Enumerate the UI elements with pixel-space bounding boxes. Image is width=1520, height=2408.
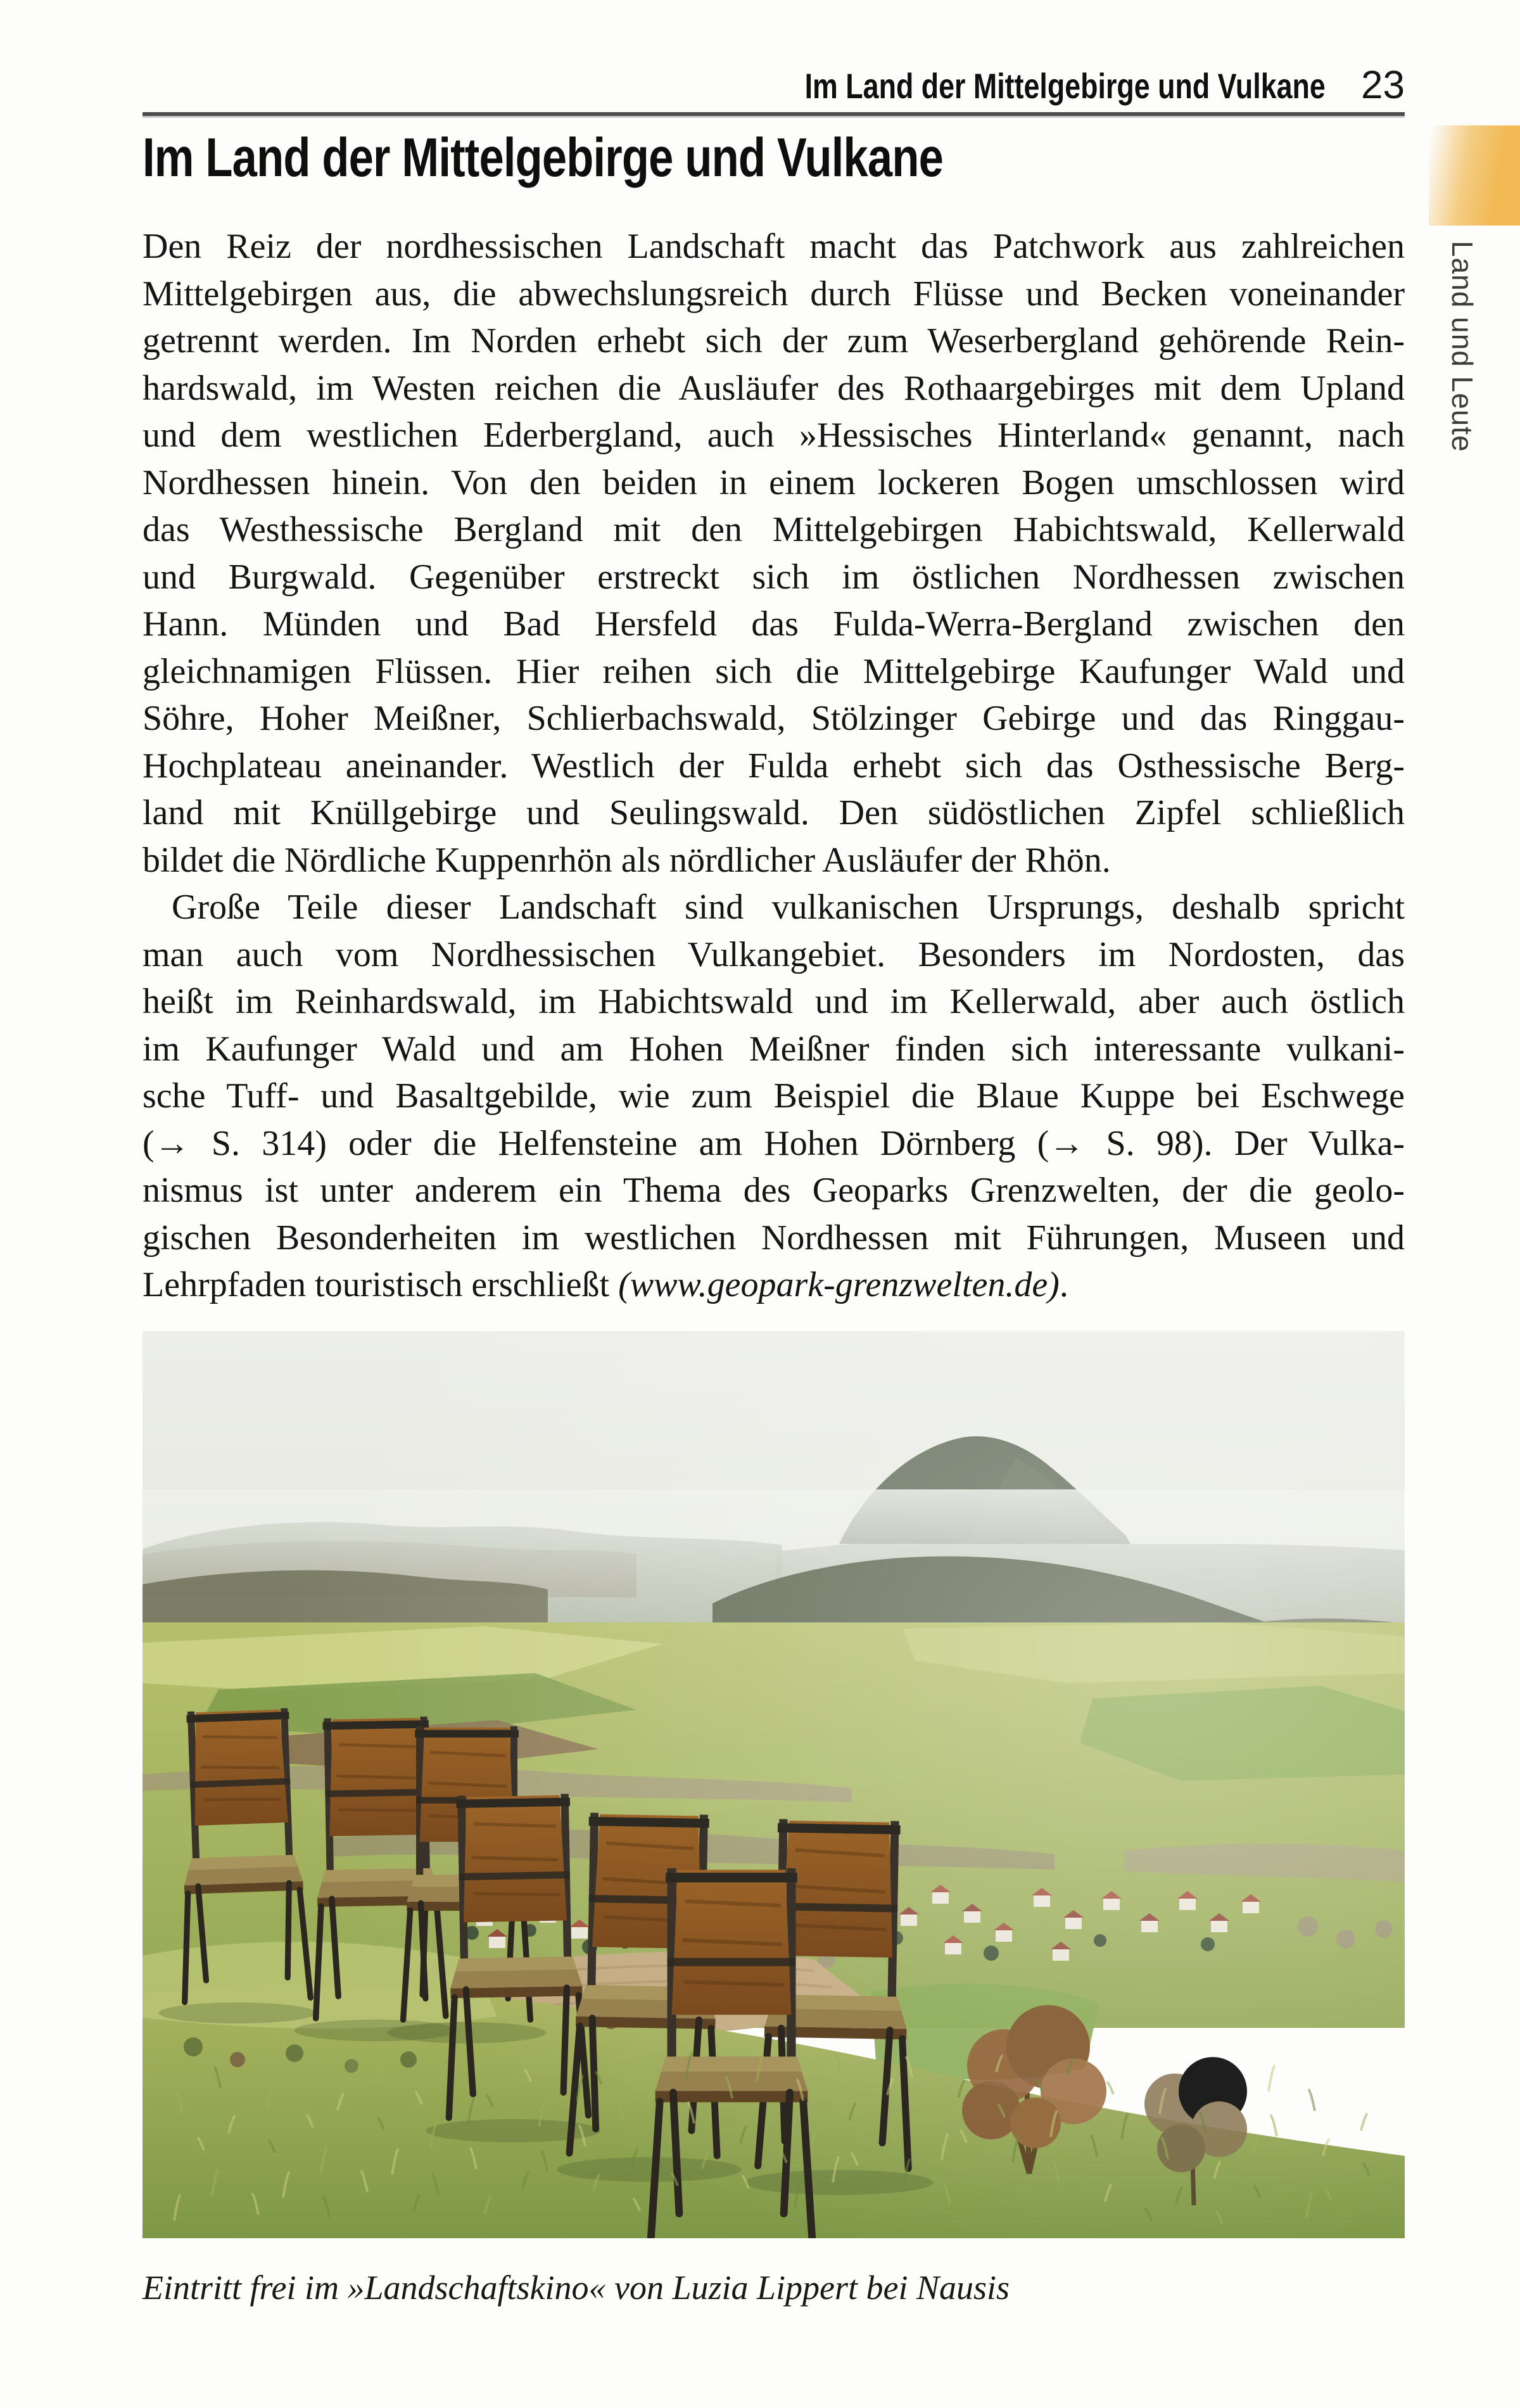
text-line: Mittelgebirgen aus, die abwechslungsreich durch Flüsse und Becken voneinander bbox=[142, 274, 1405, 314]
text-line: Nordhessen hinein. Von den beiden in einem lockeren Bogen umschlossen wird bbox=[142, 462, 1405, 502]
paragraph bbox=[142, 223, 1405, 884]
chapter-heading: Im Land der Mittelgebirge und Vulkane bbox=[142, 127, 943, 188]
text-line: Hann. Münden und Bad Hersfeld das Fulda-Werra-Bergland zwischen den bbox=[142, 604, 1405, 644]
photo-caption bbox=[142, 2267, 1405, 2310]
text-line: Lehrpfaden touristisch erschließt (www.geopark-grenzwelten.de). bbox=[142, 1265, 1068, 1304]
text-line: Hochplateau aneinander. Westlich der Fulda erhebt sich das Osthessische Berg- bbox=[142, 746, 1405, 786]
text-line: und Burgwald. Gegenüber erstreckt sich im östlichen Nordhessen zwischen bbox=[142, 557, 1405, 597]
text-line: Große Teile dieser Landschaft sind vulkanischen Ursprungs, deshalb spricht bbox=[172, 888, 1405, 927]
landscape-photo bbox=[142, 1331, 1405, 2238]
header-rule bbox=[142, 112, 1405, 116]
text-line: gleichnamigen Flüssen. Hier reihen sich die Mittelgebirge Kaufunger Wald und bbox=[142, 651, 1405, 691]
text-line: getrennt werden. Im Norden erhebt sich der zum Weserbergland gehörende Rein- bbox=[142, 321, 1405, 360]
text-line: land mit Knüllgebirge und Seulingswald. Den südöstlichen Zipfel schließlich bbox=[142, 793, 1405, 832]
paragraph bbox=[142, 884, 1405, 1309]
text-line: sche Tuff- und Basaltgebilde, wie zum Beispiel die Blaue Kuppe bei Eschwege bbox=[142, 1076, 1405, 1116]
running-header bbox=[674, 63, 1405, 107]
text-line: Söhre, Hoher Meißner, Schlierbachswald, Stölzinger Gebirge und das Ringgau- bbox=[142, 699, 1405, 738]
text-line: heißt im Reinhardswald, im Habichtswald und im Kellerwald, aber auch östlich bbox=[142, 982, 1405, 1021]
body-text bbox=[142, 223, 1405, 1309]
text-line: hardswald, im Westen reichen die Ausläufer des Rothaargebirges mit dem Upland bbox=[142, 368, 1405, 408]
landscape-photo-figure bbox=[142, 1331, 1405, 2238]
text-line: bildet die Nördliche Kuppenrhön als nördlicher Ausläufer der Rhön. bbox=[142, 840, 1111, 880]
page-number: 23 bbox=[1361, 63, 1405, 107]
text-line: und dem westlichen Ederbergland, auch »Hessisches Hinterland« genannt, nach bbox=[142, 416, 1405, 455]
text-line: man auch vom Nordhessischen Vulkangebiet. Besonders im Nordosten, das bbox=[142, 934, 1405, 974]
text-line: im Kaufunger Wald und am Hohen Meißner finden sich interessante vulkani- bbox=[142, 1029, 1405, 1069]
sidebar-accent-gradient bbox=[1429, 125, 1520, 226]
text-line: gischen Besonderheiten im westlichen Nordhessen mit Führungen, Museen und bbox=[142, 1218, 1405, 1258]
text-line: Den Reiz der nordhessischen Landschaft macht das Patchwork aus zahlreichen bbox=[142, 227, 1405, 266]
photo-caption-text: Eintritt frei im »Landschaftskino« von Luzia Lippert bei Nausis bbox=[142, 2269, 1010, 2307]
running-header-title: Im Land der Mittelgebirge und Vulkane bbox=[804, 66, 1326, 106]
text-line: (→ S. 314) oder die Helfensteine am Hohen Dörnberg (→ S. 98). Der Vulka- bbox=[142, 1123, 1405, 1163]
sidebar-label: Land und Leute bbox=[1446, 241, 1479, 452]
text-line: nismus ist unter anderem ein Thema des Geoparks Grenzwelten, der die geolo- bbox=[142, 1171, 1405, 1210]
text-line: das Westhessische Bergland mit den Mittelgebirgen Habichtswald, Kellerwald bbox=[142, 510, 1405, 549]
